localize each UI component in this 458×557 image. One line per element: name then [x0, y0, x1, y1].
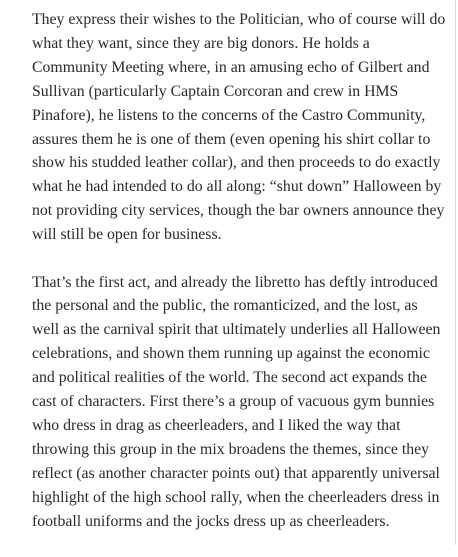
page-edge-divider	[455, 0, 456, 545]
paragraph-2: That’s the first act, and already the libretto has deftly introduced the personal and the public, the romanticized, and the lost, as well as the carnival spirit that ultimately underlies all Halloween celebrations, and shown them running up against the economic and political realities of the world. The second act expands the cast of characters. First there’s a group of vacuous gym bunnies who dress in drag as cheerleaders, and I liked the way that throwing this group in the mix broadens the themes, since they reflect (as another character points out) that apparently universal highlight of the high school rally, when the cheerleaders dress in football uniforms and the jocks dress up as cheerleaders.	[32, 273, 441, 530]
paragraph-1: They express their wishes to the Politician, who of course will do what they want, since they are big donors. He holds a Community Meeting where, in an amusing echo of Gilbert and Sullivan (particularly Captain Corcoran and crew in HMS Pinafore), he listens to the concerns of the Castro Community, assures them he is one of them (even opening his shirt collar to show his studded leather collar), and then proceeds to do exactly what he had intended to do all along: “shut down” Halloween by not providing city services, though the bar owners announce they will still be open for business.	[32, 11, 446, 244]
article-body	[32, 8, 447, 557]
